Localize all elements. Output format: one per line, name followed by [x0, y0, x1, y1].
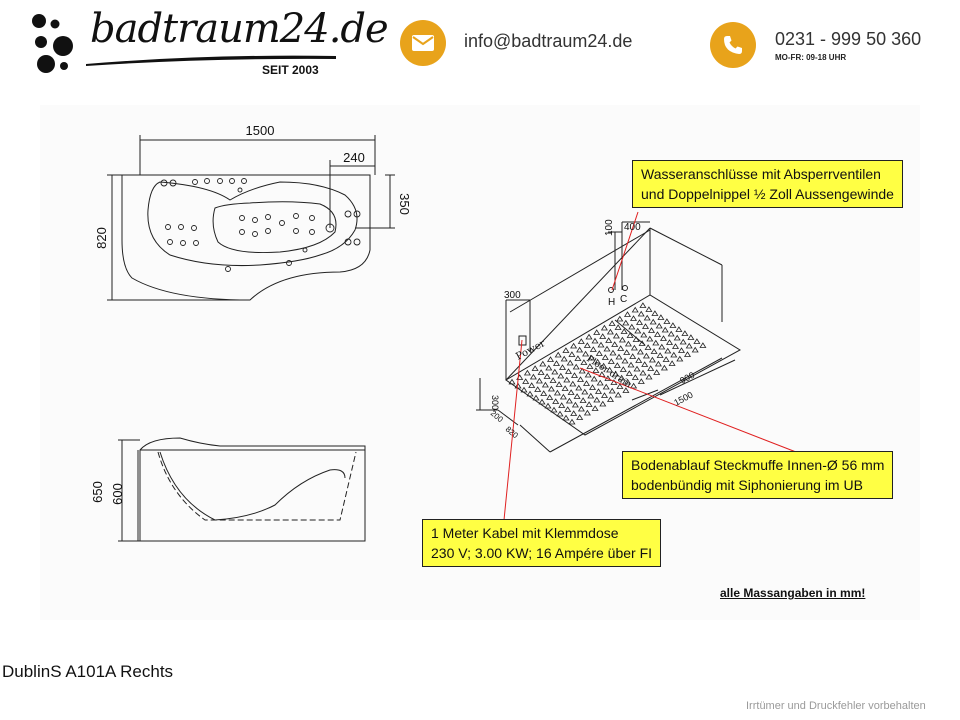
iso-label-h: H [608, 297, 616, 308]
floor-pattern-triangle [621, 367, 627, 372]
iso-label-power: Power [514, 338, 548, 363]
disclaimer: Irrtümer und Druckfehler vorbehalten [746, 700, 926, 712]
floor-pattern-triangle [661, 336, 667, 341]
floor-pattern-triangle [585, 373, 591, 378]
floor-pattern-triangle [576, 386, 582, 391]
floor-pattern-triangle [563, 348, 569, 353]
iso-dim-400: 400 [624, 222, 641, 233]
iso-dim-900: 900 [678, 369, 697, 386]
iso-dim-200: 200 [488, 408, 505, 425]
floor-pattern-triangle [620, 338, 626, 343]
floor-pattern-triangle [567, 399, 573, 404]
floor-pattern-triangle [533, 396, 539, 401]
floor-pattern-triangle [610, 351, 616, 356]
floor-pattern-triangle [650, 358, 656, 363]
floor-pattern-triangle [558, 374, 564, 379]
floor-pattern-triangle [592, 406, 598, 411]
floor-pattern-triangle [603, 385, 609, 390]
floor-pattern-triangle [656, 324, 662, 329]
floor-pattern-triangle [635, 329, 641, 334]
floor-pattern-triangle [590, 385, 596, 390]
phone-number[interactable]: 0231 - 999 50 360 [775, 29, 922, 49]
floor-pattern-triangle [531, 375, 537, 380]
floor-pattern-triangle [662, 328, 668, 333]
floor-pattern-triangle [606, 338, 612, 343]
floor-pattern-triangle [602, 326, 608, 331]
dim-depth: 820 [94, 227, 109, 249]
floor-pattern-triangle [640, 303, 646, 308]
floor-pattern-triangle [509, 380, 515, 385]
floor-pattern-triangle [548, 357, 554, 362]
floor-pattern-triangle [657, 353, 663, 358]
floor-pattern-triangle [614, 334, 620, 339]
floor-pattern-triangle [566, 369, 572, 374]
iso-dim-820: 820 [503, 424, 520, 441]
floor-pattern-triangle [577, 348, 583, 353]
floor-pattern-triangle [616, 355, 622, 360]
floor-pattern-triangle [552, 370, 558, 375]
floor-pattern-triangle [615, 363, 621, 368]
floor-pattern-triangle [525, 371, 531, 376]
floor-pattern-triangle [543, 383, 549, 388]
floor-pattern-triangle [676, 327, 682, 332]
dim-height-total: 650 [90, 481, 105, 503]
floor-pattern-triangle [646, 375, 652, 380]
floor-pattern-triangle [656, 362, 662, 367]
floor-pattern-triangle [579, 339, 585, 344]
iso-dim-300: 300 [504, 290, 521, 301]
floor-pattern-triangle [544, 374, 550, 379]
floor-pattern-triangle [653, 341, 659, 346]
floor-pattern-triangle [640, 371, 646, 376]
floor-pattern-triangle [648, 366, 654, 371]
callout-drain-line1: Bodenablauf Steckmuffe Innen-Ø 56 mm [631, 457, 885, 473]
floor-pattern-triangle [560, 365, 566, 370]
callout-water-line1: Wasseranschlüsse mit Absperrventilen [641, 166, 881, 182]
floor-pattern-triangle [618, 346, 624, 351]
floor-pattern-triangle [692, 348, 698, 353]
floor-pattern-triangle [532, 366, 538, 371]
dim-depth-side: 350 [397, 193, 412, 215]
floor-pattern-triangle [539, 400, 545, 405]
iso-dim-300-left: 300 [490, 395, 500, 411]
floor-pattern-triangle [559, 403, 565, 408]
floor-pattern-triangle [568, 390, 574, 395]
floor-pattern-triangle [591, 377, 597, 382]
callout-drain-line2: bodenbündig mit Siphonierung im UB [631, 477, 863, 493]
floor-pattern-triangle [671, 353, 677, 358]
callout-power-cable [422, 519, 661, 567]
measurement-note: alle Massangaben in mm! [720, 586, 866, 600]
callout-cable-line1: 1 Meter Kabel mit Klemmdose [431, 525, 619, 541]
iso-label-floor-drain: Floor drain [584, 354, 633, 391]
logo-since: SEIT 2003 [262, 63, 319, 77]
floor-pattern-triangle [596, 389, 602, 394]
floor-pattern-triangle [658, 315, 664, 320]
floor-pattern-triangle [651, 349, 657, 354]
floor-pattern-triangle [586, 335, 592, 340]
floor-pattern-triangle [650, 320, 656, 325]
floor-pattern-triangle [569, 352, 575, 357]
floor-pattern-triangle [547, 395, 553, 400]
floor-pattern-triangle [583, 352, 589, 357]
floor-pattern-triangle [641, 333, 647, 338]
iso-dim-1500: 1500 [672, 389, 695, 408]
floor-pattern-triangle [584, 381, 590, 386]
floor-pattern-triangle [643, 324, 649, 329]
floor-pattern-triangle [588, 394, 594, 399]
floor-pattern-triangle [537, 379, 543, 384]
floor-pattern-triangle [594, 330, 600, 335]
floor-pattern-triangle [538, 370, 544, 375]
floor-pattern-triangle [523, 379, 529, 384]
dim-width: 1500 [245, 123, 275, 138]
floor-pattern-triangle [700, 343, 706, 348]
floor-pattern-triangle [586, 402, 592, 407]
floor-pattern-triangle [639, 341, 645, 346]
floor-pattern-triangle [578, 377, 584, 382]
floor-pattern-triangle [561, 357, 567, 362]
floor-pattern-triangle [615, 325, 621, 330]
floor-pattern-triangle [662, 366, 668, 371]
floor-pattern-triangle [612, 342, 618, 347]
floor-pattern-triangle [556, 382, 562, 387]
floor-pattern-triangle [609, 359, 615, 364]
floor-pattern-triangle [608, 397, 614, 402]
floor-pattern-triangle [563, 416, 569, 421]
floor-pattern-triangle [668, 332, 674, 337]
callout-cable-line2: 230 V; 3.00 KW; 16 Ampére über FI [431, 545, 653, 561]
floor-pattern-triangle [582, 390, 588, 395]
floor-pattern-triangle [629, 325, 635, 330]
floor-pattern-triangle [570, 382, 576, 387]
floor-pattern-triangle [604, 347, 610, 352]
floor-pattern-triangle [585, 411, 591, 416]
floor-pattern-triangle [688, 335, 694, 340]
floor-pattern-triangle [550, 378, 556, 383]
floor-pattern-triangle [644, 316, 650, 321]
floor-pattern-triangle [670, 323, 676, 328]
floor-pattern-triangle [577, 415, 583, 420]
floor-pattern-triangle [562, 386, 568, 391]
floor-pattern-triangle [631, 316, 637, 321]
floor-pattern-triangle [631, 384, 637, 389]
floor-pattern-triangle [585, 343, 591, 348]
logo-text[interactable]: badtraum24.de [90, 6, 388, 52]
floor-pattern-triangle [549, 387, 555, 392]
floor-pattern-triangle [573, 365, 579, 370]
floor-pattern-triangle [665, 349, 671, 354]
floor-pattern-triangle [639, 379, 645, 384]
floor-pattern-triangle [597, 351, 603, 356]
floor-pattern-triangle [638, 312, 644, 317]
floor-pattern-triangle [561, 395, 567, 400]
floor-pattern-triangle [663, 357, 669, 362]
iso-dim-100: 100 [604, 219, 615, 236]
floor-pattern-triangle [634, 367, 640, 372]
floor-pattern-triangle [569, 420, 575, 425]
floor-pattern-triangle [686, 344, 692, 349]
floor-pattern-triangle [677, 357, 683, 362]
opening-hours: MO-FR: 09-18 UHR [775, 53, 847, 62]
floor-pattern-triangle [580, 398, 586, 403]
floor-pattern-triangle [649, 328, 655, 333]
floor-pattern-triangle [574, 394, 580, 399]
floor-pattern-triangle [644, 354, 650, 359]
floor-pattern-triangle [667, 340, 673, 345]
floor-pattern-triangle [679, 348, 685, 353]
floor-pattern-triangle [664, 319, 670, 324]
floor-pattern-triangle [540, 362, 546, 367]
iso-label-c: C [620, 294, 628, 305]
email-link[interactable]: info@badtraum24.de [464, 31, 633, 51]
callout-floor-drain [622, 451, 893, 499]
floor-pattern-triangle [573, 403, 579, 408]
floor-pattern-triangle [659, 345, 665, 350]
floor-pattern-triangle [632, 308, 638, 313]
floor-pattern-triangle [655, 332, 661, 337]
floor-pattern-triangle [627, 371, 633, 376]
floor-pattern-triangle [636, 358, 642, 363]
floor-pattern-triangle [638, 350, 644, 355]
floor-pattern-triangle [594, 398, 600, 403]
floor-pattern-triangle [645, 345, 651, 350]
floor-pattern-triangle [527, 392, 533, 397]
floor-pattern-triangle [564, 378, 570, 383]
floor-pattern-triangle [541, 391, 547, 396]
floor-pattern-triangle [602, 393, 608, 398]
floor-pattern-triangle [609, 389, 615, 394]
floor-pattern-triangle [694, 339, 700, 344]
floor-pattern-triangle [623, 321, 629, 326]
floor-pattern-triangle [626, 342, 632, 347]
floor-pattern-triangle [625, 312, 631, 317]
dim-height-tub: 600 [110, 483, 125, 505]
floor-pattern-triangle [592, 339, 598, 344]
floor-pattern-triangle [624, 350, 630, 355]
floor-pattern-triangle [591, 347, 597, 352]
floor-pattern-triangle [554, 361, 560, 366]
dim-offset: 240 [343, 150, 365, 165]
floor-pattern-triangle [598, 343, 604, 348]
floor-pattern-triangle [682, 331, 688, 336]
floor-pattern-triangle [685, 352, 691, 357]
floor-pattern-triangle [642, 362, 648, 367]
floor-pattern-triangle [603, 355, 609, 360]
floor-pattern-triangle [572, 373, 578, 378]
floor-pattern-triangle [628, 363, 634, 368]
floor-pattern-triangle [669, 361, 675, 366]
side-view [118, 438, 365, 541]
product-caption: DublinS A101A Rechts [2, 662, 174, 681]
iso-view [476, 222, 740, 452]
floor-pattern-triangle [551, 408, 557, 413]
floor-pattern-triangle [637, 320, 643, 325]
floor-pattern-triangle [646, 307, 652, 312]
floor-pattern-triangle [600, 334, 606, 339]
floor-pattern-triangle [680, 340, 686, 345]
floor-pattern-triangle [555, 353, 561, 358]
floor-pattern-triangle [600, 402, 606, 407]
floor-pattern-triangle [615, 393, 621, 398]
floor-pattern-triangle [622, 359, 628, 364]
floor-pattern-triangle [617, 317, 623, 322]
floor-pattern-triangle [565, 407, 571, 412]
floor-pattern-triangle [647, 337, 653, 342]
floor-pattern-triangle [571, 411, 577, 416]
floor-pattern-triangle [608, 330, 614, 335]
floor-pattern-triangle [571, 344, 577, 349]
floor-pattern-triangle [630, 354, 636, 359]
floor-pattern-triangle [521, 388, 527, 393]
floor-pattern-triangle [555, 391, 561, 396]
floor-pattern-triangle [652, 311, 658, 316]
floor-pattern-triangle [529, 383, 535, 388]
floor-pattern-triangle [654, 370, 660, 375]
floor-pattern-triangle [546, 366, 552, 371]
floor-pattern-triangle [553, 399, 559, 404]
floor-pattern-triangle [535, 387, 541, 392]
floor-pattern-triangle [575, 356, 581, 361]
floor-pattern-triangle [674, 336, 680, 341]
callout-water-connections [632, 160, 903, 208]
floor-pattern-triangle [632, 346, 638, 351]
floor-pattern-triangle [545, 404, 551, 409]
floor-pattern-triangle [597, 381, 603, 386]
callout-water-line2: und Doppelnippel ½ Zoll Aussengewinde [641, 186, 894, 202]
floor-pattern-triangle [567, 361, 573, 366]
floor-pattern-triangle [673, 344, 679, 349]
floor-pattern-triangle [579, 407, 585, 412]
floor-pattern-triangle [633, 375, 639, 380]
floor-pattern-triangle [609, 321, 615, 326]
floor-pattern-triangle [557, 412, 563, 417]
